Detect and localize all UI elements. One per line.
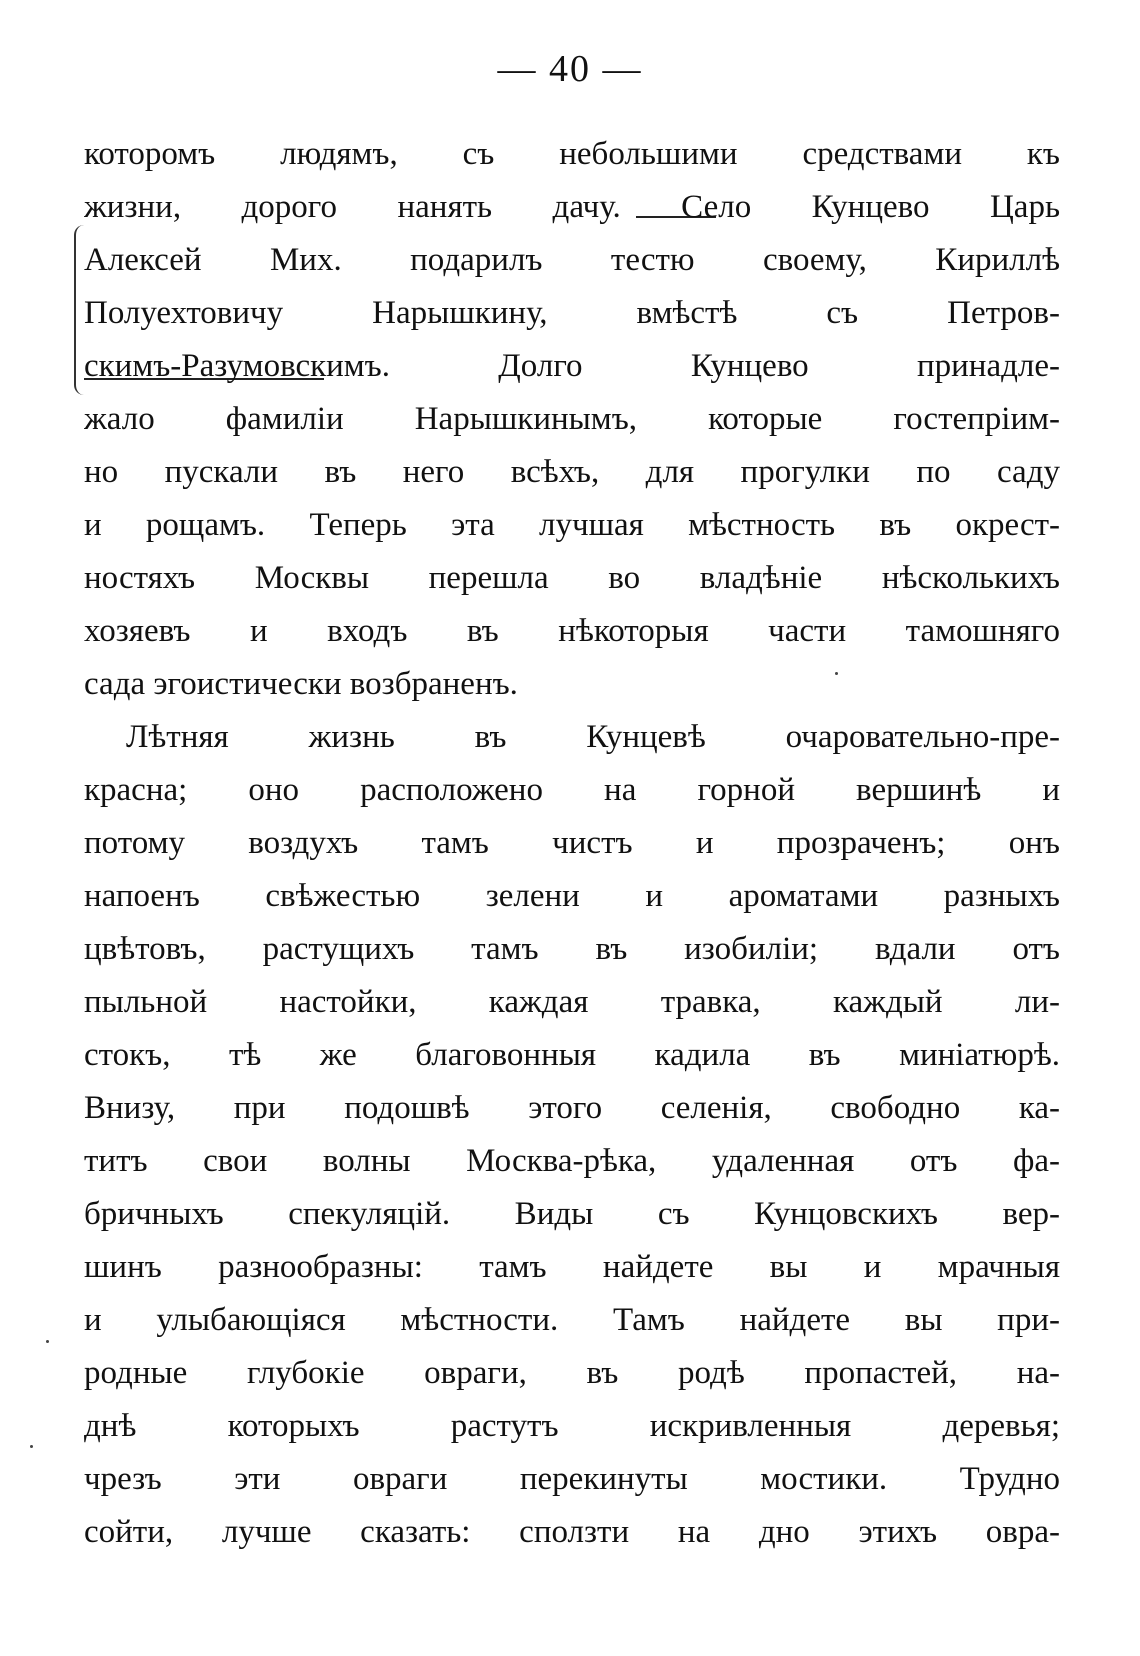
- text-line: скимъ-Разумовскимъ. Долго Кунцево принадле-: [84, 348, 1060, 384]
- text-line: и рощамъ. Теперь эта лучшая мѣстность въ окрест-: [84, 507, 1060, 543]
- text-line: Полуехтовичу Нарышкину, вмѣстѣ съ Петров-: [84, 295, 1060, 331]
- print-speck: [46, 1340, 49, 1343]
- text-line: пыльной настойки, каждая травка, каждый ли-: [84, 984, 1060, 1020]
- body-text: [84, 128, 1060, 1612]
- text-line: Алексей Мих. подарилъ тестю своему, Кириллѣ: [84, 242, 1060, 278]
- text-line: титъ свои волны Москва-рѣка, удаленная отъ фа-: [84, 1143, 1060, 1179]
- text-line: напоенъ свѣжестью зелени и ароматами разныхъ: [84, 878, 1060, 914]
- text-line: стокъ, тѣ же благовонныя кадила въ миніатюрѣ.: [84, 1037, 1060, 1073]
- text-line: жало фамиліи Нарышкинымъ, которые гостепріим-: [84, 401, 1060, 437]
- print-speck: [30, 1445, 33, 1448]
- text-line: шинъ разнообразны: тамъ найдете вы и мрачныя: [84, 1249, 1060, 1285]
- page-number: — 40 —: [497, 48, 643, 90]
- text-line: которомъ людямъ, съ небольшими средствами къ: [84, 136, 1060, 172]
- text-line: родные глубокіе овраги, въ родѣ пропастей, на-: [84, 1355, 1060, 1391]
- text-line: и улыбающіяся мѣстности. Тамъ найдете вы при-: [84, 1302, 1060, 1338]
- text-line: сада эгоистически возбраненъ.: [84, 666, 518, 702]
- text-line: ностяхъ Москвы перешла во владѣніе нѣсколькихъ: [84, 560, 1060, 596]
- text-line: цвѣтовъ, растущихъ тамъ въ изобиліи; вдали отъ: [84, 931, 1060, 967]
- text-line: жизни, дорого нанять дачу. Село Кунцево Царь: [84, 189, 1060, 225]
- text-line: бричныхъ спекуляцій. Виды съ Кунцовскихъ вер-: [84, 1196, 1060, 1232]
- text-line: но пускали въ него всѣхъ, для прогулки по саду: [84, 454, 1060, 490]
- text-line: [84, 1559, 1060, 1612]
- text-line: чрезъ эти овраги перекинуты мостики. Трудно: [84, 1461, 1060, 1497]
- text-line: днѣ которыхъ растутъ искривленныя деревья;: [84, 1408, 1060, 1444]
- text-line: Внизу, при подошвѣ этого селенія, свободно ка-: [84, 1090, 1060, 1126]
- text-line: Лѣтняя жизнь въ Кунцевѣ очаровательно-пре-: [126, 719, 1060, 755]
- text-line: сойти, лучше сказать: сползти на дно этихъ овра-: [84, 1514, 1060, 1550]
- text-line: хозяевъ и входъ въ нѣкоторыя части тамошняго: [84, 613, 1060, 649]
- text-line: красна; оно расположено на горной вершинѣ и: [84, 772, 1060, 808]
- text-line: потому воздухъ тамъ чистъ и прозраченъ; онъ: [84, 825, 1060, 861]
